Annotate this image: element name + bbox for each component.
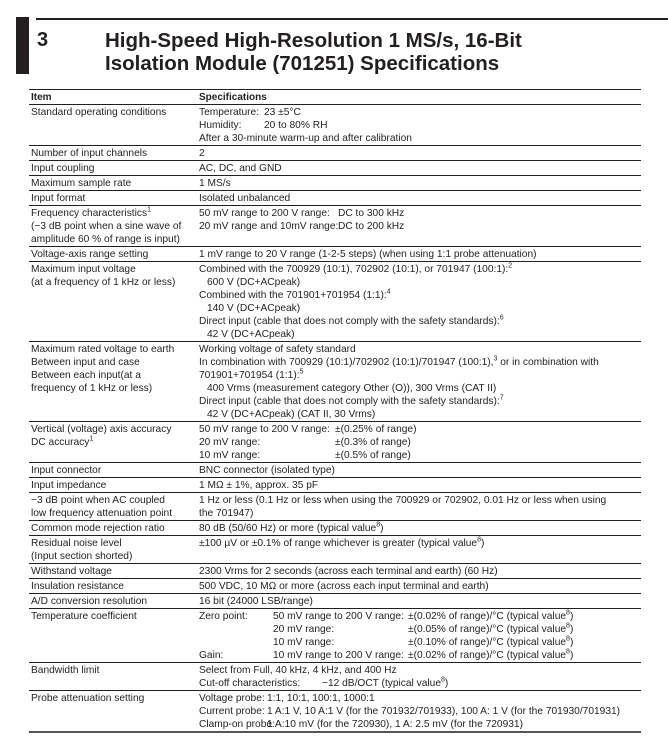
footnote-ref: 1 <box>89 435 94 443</box>
spec-value: ±(0.02% of range)/°C (typical value <box>408 611 567 622</box>
spec-cell <box>197 422 641 463</box>
spec-line: the 701947) <box>199 508 254 519</box>
item-cell <box>29 536 197 564</box>
spec-line: 20 mV range: ±(0.05% of range)/°C (typical value$^8$) <box>273 622 574 635</box>
item-text: Vertical (voltage) axis accuracy <box>31 424 172 435</box>
item-text: Between each input(at a <box>31 370 141 381</box>
footnote-ref: 5 <box>299 368 304 376</box>
footnote-ref: 7 <box>499 394 504 402</box>
spec-line: 600 V (DC+ACpeak) <box>207 277 301 288</box>
spec-label: 50 mV range to 200 V range: <box>199 424 330 435</box>
spec-cell <box>197 206 641 247</box>
footnote-ref: 2 <box>508 262 513 270</box>
spec-line: 42 V (DC+ACpeak) (CAT II, 30 Vrms) <box>207 409 376 420</box>
footnote-ref: 6 <box>499 314 504 322</box>
spec-cell: Isolated unbalanced <box>197 191 641 206</box>
item-cell: Input format <box>29 191 197 206</box>
table-row <box>29 521 641 536</box>
spec-text: ) <box>481 538 485 549</box>
table-row <box>29 422 641 463</box>
table-row <box>29 564 641 579</box>
footnote-ref: 3 <box>493 355 498 363</box>
chapter-number: 3 <box>37 29 49 51</box>
item-cell: Maximum sample rate <box>29 176 197 191</box>
item-cell: A/D conversion resolution <box>29 594 197 609</box>
spec-line <box>199 119 639 132</box>
spec-value: ±(0.05% of range)/°C (typical value <box>408 624 567 635</box>
spec-label: 10 mV range: <box>199 450 261 461</box>
item-text: Residual noise level <box>31 538 122 549</box>
table-row <box>29 176 641 191</box>
spec-text: ±100 µV or ±0.1% of range whichever is greater (typical value <box>199 538 478 549</box>
item-cell: Withstand voltage <box>29 564 197 579</box>
spec-cell <box>197 493 641 521</box>
spec-line <box>199 315 639 328</box>
chapter-top-rule <box>36 18 668 20</box>
item-cell <box>29 422 197 463</box>
item-cell: Temperature coefficient <box>29 609 197 663</box>
footnote-ref: 8 <box>566 609 570 617</box>
item-cell: Voltage-axis range setting <box>29 247 197 262</box>
spec-cell: 500 VDC, 10 MΩ or more (across each input terminal and earth) <box>197 579 641 594</box>
footnote-ref: 4 <box>386 288 391 296</box>
spec-value: 23 ±5°C <box>264 107 301 118</box>
specifications-table <box>29 89 641 733</box>
spec-text: Direct input (cable that does not comply with the safety standards): <box>199 396 500 407</box>
spec-cell <box>197 691 641 733</box>
spec-line <box>199 395 639 408</box>
spec-cell: BNC connector (isolated type) <box>197 463 641 478</box>
spec-value: DC to 200 kHz <box>338 221 405 232</box>
spec-cell: 2 <box>197 146 641 161</box>
item-cell <box>29 262 197 342</box>
spec-cell <box>197 105 641 146</box>
spec-line: Gain: 10 mV range to 200 V range: ±(0.02% of range)/°C (typical value$^8$) <box>199 648 574 661</box>
spec-cell: 1 MΩ ± 1%, approx. 35 pF <box>197 478 641 493</box>
spec-cell: 1 MS/s <box>197 176 641 191</box>
spec-line <box>199 263 639 276</box>
table-row <box>29 161 641 176</box>
spec-cell: AC, DC, and GND <box>197 161 641 176</box>
column-header-specifications: Specifications <box>197 90 641 105</box>
spec-line <box>199 106 639 119</box>
spec-line <box>199 705 639 718</box>
table-row <box>29 536 641 564</box>
spec-value: ±(0.5% of range) <box>335 450 411 461</box>
spec-line: 400 Vrms (measurement category Other (O)), 300 Vrms (CAT II) <box>207 383 497 394</box>
table-row <box>29 463 641 478</box>
table-row <box>29 105 641 146</box>
spec-label: 10 mV range: <box>273 637 335 648</box>
spec-value: ±(0.02% of range)/°C (typical value <box>408 650 567 661</box>
spec-line <box>199 369 639 382</box>
spec-value: 20 to 80% RH <box>264 120 328 131</box>
item-text: amplitude 60 % of range is input) <box>31 234 180 245</box>
spec-cell: 1 mV range to 20 V range (1-2-5 steps) (when using 1:1 probe attenuation) <box>197 247 641 262</box>
spec-text: ) <box>380 523 384 534</box>
item-cell <box>29 342 197 422</box>
spec-note: After a 30-minute warm-up and after calibration <box>199 133 412 144</box>
spec-label: 50 mV range to 200 V range: <box>273 611 404 622</box>
spec-line: Select from Full, 40 kHz, 4 kHz, and 400 Hz <box>199 665 397 676</box>
spec-label: Cut-off characteristics: <box>199 678 301 689</box>
table-header-row <box>29 90 641 105</box>
spec-text: In combination with 700929 (10:1)/702902 (10:1)/701947 (100:1), <box>199 357 494 368</box>
item-cell: Input impedance <box>29 478 197 493</box>
spec-text: Combined with the 701901+701954 (1:1): <box>199 290 387 301</box>
spec-label: Voltage probe: <box>199 693 265 704</box>
spec-line: Cut-off characteristics: −12 dB/OCT (typical value$^8$) <box>199 676 449 689</box>
spec-label: 10 mV range to 200 V range: <box>273 650 404 661</box>
spec-value: 1 A:10 mV (for the 720930), 1 A: 2.5 mV (for the 720931) <box>267 719 523 730</box>
footnote-ref: 8 <box>477 536 482 544</box>
spec-label: 20 mV range: <box>199 437 261 448</box>
spec-cell <box>197 609 641 663</box>
table-row <box>29 247 641 262</box>
item-text: (−3 dB point when a sine wave of <box>31 221 182 232</box>
table-row <box>29 579 641 594</box>
spec-text: Combined with the 700929 (10:1), 702902 (10:1), or 701947 (100:1): <box>199 264 509 275</box>
spec-label: Temperature: <box>199 107 260 118</box>
footnote-ref: 8 <box>376 521 381 529</box>
spec-value: ±(0.10% of range)/°C (typical value <box>408 637 567 648</box>
column-header-item: Item <box>29 90 197 105</box>
spec-line <box>199 220 639 233</box>
spec-value: 1 A:1 V, 10 A:1 V (for the 701932/701933), 100 A: 1 V (for the 701930/701931) <box>267 706 621 717</box>
table-row <box>29 691 641 733</box>
spec-cell <box>197 262 641 342</box>
item-cell: Input connector <box>29 463 197 478</box>
spec-line <box>199 692 639 705</box>
item-text-main: Frequency characteristics <box>31 208 148 219</box>
spec-line: 1 Hz or less (0.1 Hz or less when using the 700929 or 702902, 0.01 Hz or less when using <box>199 495 607 506</box>
spec-cell: 2300 Vrms for 2 seconds (across each terminal and earth) (60 Hz) <box>197 564 641 579</box>
footnote-ref: 1 <box>147 206 151 214</box>
spec-label: Current probe: <box>199 706 265 717</box>
item-text: Between input and case <box>31 357 140 368</box>
footnote-ref: 8 <box>566 635 570 643</box>
item-cell <box>29 493 197 521</box>
spec-line: 140 V (DC+ACpeak) <box>207 303 301 314</box>
item-text: frequency of 1 kHz or less) <box>31 383 153 394</box>
table-row <box>29 146 641 161</box>
item-text: low frequency attenuation point <box>31 508 173 519</box>
item-text: Maximum rated voltage to earth <box>31 344 175 355</box>
footnote-ref: 8 <box>441 676 445 684</box>
footnote-ref: 8 <box>566 622 570 630</box>
spec-group: Gain: <box>199 650 224 661</box>
item-cell: Common mode rejection ratio <box>29 521 197 536</box>
spec-label: 20 mV range: <box>273 624 335 635</box>
page-title-line-2: Isolation Module (701251) Specifications <box>105 52 500 75</box>
spec-line: 10 mV range: ±(0.10% of range)/°C (typical value$^8$) <box>273 635 574 648</box>
item-cell: Probe attenuation setting <box>29 691 197 733</box>
table-row <box>29 206 641 247</box>
spec-line: 42 V (DC+ACpeak) <box>207 329 295 340</box>
item-text <box>31 207 195 220</box>
spec-cell <box>197 342 641 422</box>
item-cell: Number of input channels <box>29 146 197 161</box>
spec-label: 20 mV range and 10mV range: <box>199 221 339 232</box>
page-title-line-1: High-Speed High-Resolution 1 MS/s, 16-Bit <box>105 29 522 52</box>
spec-text: Direct input (cable that does not comply with the safety standards): <box>199 316 500 327</box>
item-text: (Input section shorted) <box>31 551 133 562</box>
item-cell <box>29 206 197 247</box>
spec-label: 50 mV range to 200 V range: <box>199 208 330 219</box>
item-text: (at a frequency of 1 kHz or less) <box>31 277 176 288</box>
spec-line <box>199 449 639 462</box>
spec-cell <box>197 663 641 691</box>
spec-line <box>199 718 639 731</box>
spec-cell: 16 bit (24000 LSB/range) <box>197 594 641 609</box>
item-text: Standard operating conditions <box>31 107 167 118</box>
spec-value: DC to 300 kHz <box>338 208 405 219</box>
table-row <box>29 663 641 691</box>
spec-line: Working voltage of safety standard <box>199 344 356 355</box>
table-row <box>29 191 641 206</box>
spec-text: 701901+701954 (1:1): <box>199 370 300 381</box>
spec-line <box>199 356 639 369</box>
chapter-sidebar-bar <box>16 17 29 74</box>
spec-value: ±(0.3% of range) <box>335 437 411 448</box>
table-row <box>29 493 641 521</box>
spec-group: Zero point: <box>199 611 248 622</box>
spec-value: 1:1, 10:1, 100:1, 1000:1 <box>267 693 375 704</box>
spec-line <box>199 289 639 302</box>
table-row <box>29 609 641 663</box>
footnote-ref: 8 <box>566 648 570 656</box>
table-row <box>29 342 641 422</box>
spec-cell <box>197 521 641 536</box>
item-text <box>31 436 195 449</box>
item-text-main: DC accuracy <box>31 437 90 448</box>
spec-line <box>199 207 639 220</box>
item-text: −3 dB point when AC coupled <box>31 495 165 506</box>
table-row <box>29 262 641 342</box>
spec-value: ±(0.25% of range) <box>335 424 417 435</box>
spec-label: Clamp-on probe: <box>199 719 275 730</box>
spec-line: Zero point: 50 mV range to 200 V range: ±(0.02% of range)/°C (typical value$^8$) <box>199 609 574 622</box>
spec-label: Humidity: <box>199 120 242 131</box>
item-cell <box>29 105 197 146</box>
item-text: Maximum input voltage <box>31 264 136 275</box>
spec-value: −12 dB/OCT (typical value <box>322 678 442 689</box>
item-cell: Input coupling <box>29 161 197 176</box>
spec-text: or in combination with <box>497 357 599 368</box>
table-row <box>29 478 641 493</box>
item-cell: Insulation resistance <box>29 579 197 594</box>
page-title <box>105 29 665 75</box>
spec-text: 80 dB (50/60 Hz) or more (typical value <box>199 523 377 534</box>
table-row <box>29 594 641 609</box>
spec-line <box>199 423 639 436</box>
spec-line <box>199 436 639 449</box>
item-cell: Bandwidth limit <box>29 663 197 691</box>
spec-cell <box>197 536 641 564</box>
